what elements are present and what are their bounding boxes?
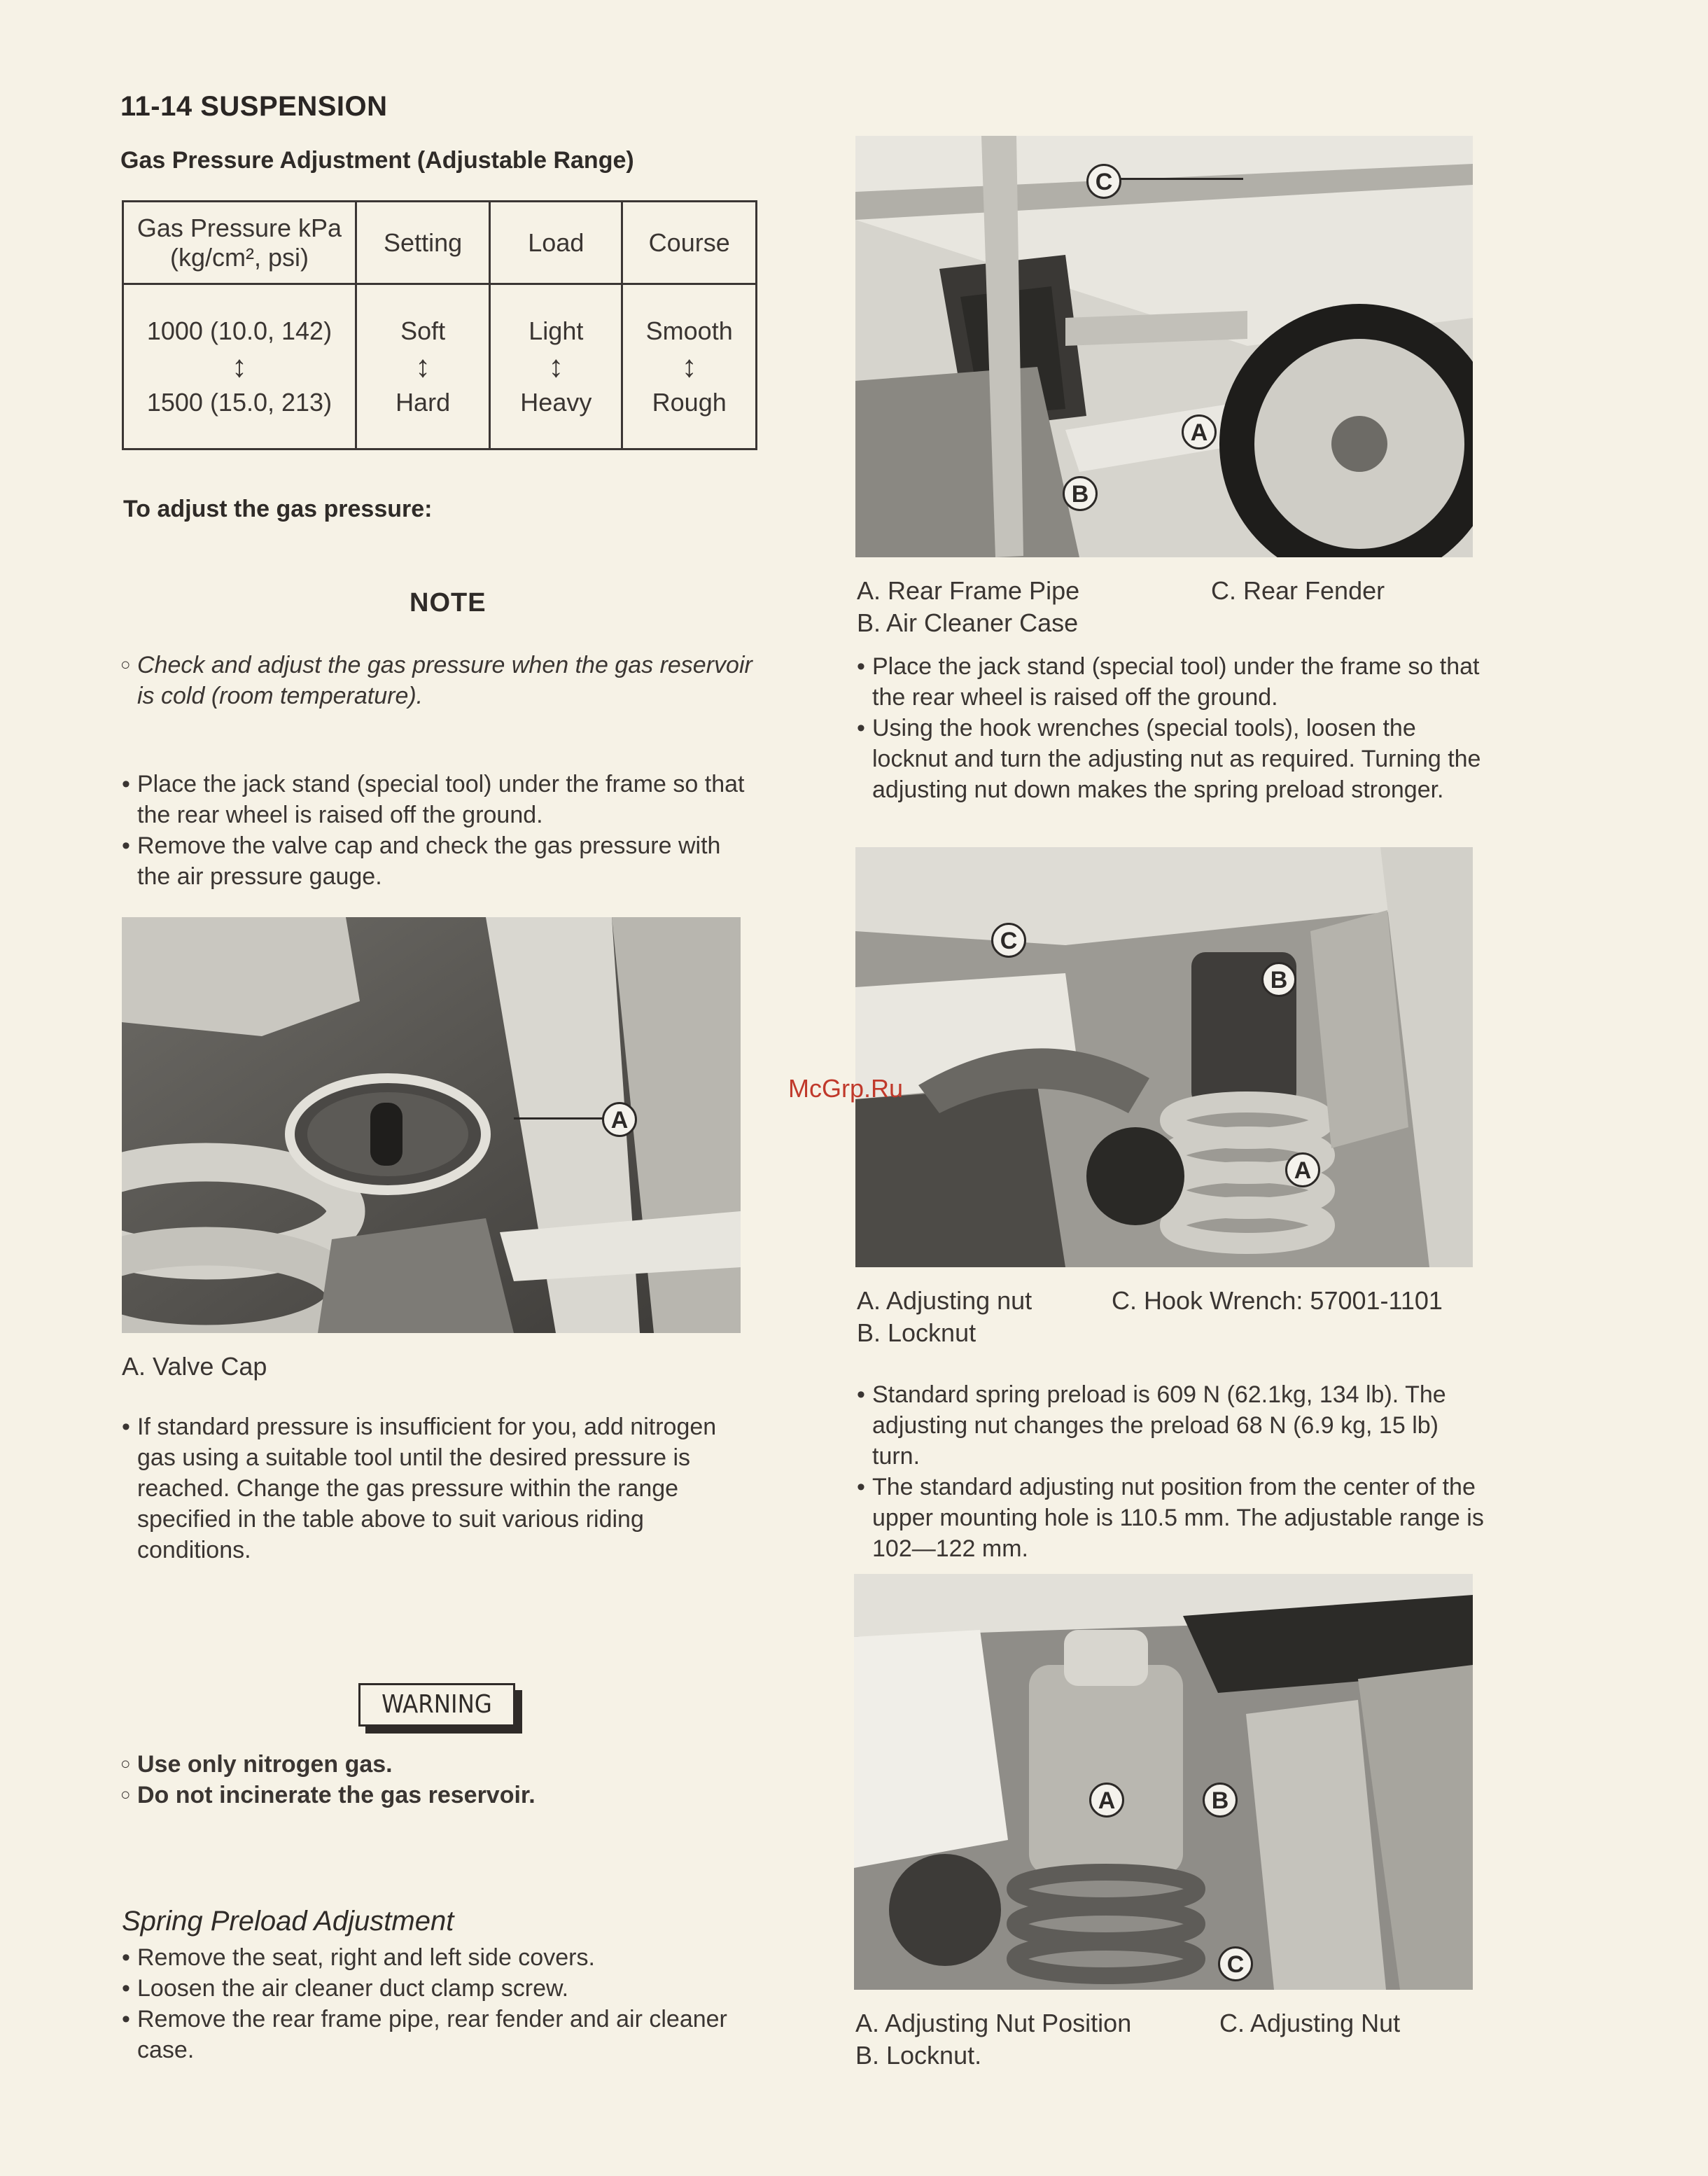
gas-bullets <box>122 769 759 892</box>
callout-a: A <box>602 1102 637 1137</box>
callout-a: A <box>1182 414 1217 449</box>
callout-a: A <box>1089 1783 1124 1818</box>
gas-pressure-table <box>122 200 757 450</box>
fig2-caption-b: B. Locknut <box>857 1318 976 1347</box>
nitrogen-bullet <box>122 1411 759 1565</box>
warning-item: ○ Do not incinerate the gas reservoir. <box>120 1780 757 1811</box>
leader-line <box>514 1117 605 1120</box>
callout-b: B <box>1203 1783 1238 1818</box>
table-header-load: Load <box>490 202 622 284</box>
fig2-caption-c: C. Hook Wrench: 57001-1101 <box>1112 1286 1443 1315</box>
double-arrow-icon: ↕ <box>231 349 247 384</box>
list-item: • If standard pressure is insufficient for you, add nitrogen gas using a suitable tool until the desired pressure is reached. Change the gas pressure within the range specified in the table above to suit various riding conditions. <box>122 1411 759 1565</box>
leader-line <box>1120 178 1243 180</box>
callout-c: C <box>1086 164 1121 199</box>
table-header-gas-pressure: Gas Pressure kPa (kg/cm², psi) <box>123 202 356 284</box>
rear-frame-photo <box>855 136 1473 557</box>
table-cell-course-range: Smooth ↕ Rough <box>622 284 757 449</box>
table-cell-load-range: Light ↕ Heavy <box>490 284 622 449</box>
note-title: NOTE <box>410 588 486 618</box>
to-adjust-heading: To adjust the gas pressure: <box>123 496 433 522</box>
spring-bullets <box>122 1942 759 2065</box>
valve-cap-caption: A. Valve Cap <box>122 1352 267 1381</box>
list-item: • The standard adjusting nut position from the center of the upper mounting hole is 110.5 mm. The adjustable range is 102—122 mm. <box>857 1472 1490 1564</box>
jack-stand-bullets <box>857 651 1490 805</box>
double-arrow-icon: ↕ <box>681 349 697 384</box>
valve-cap-photo <box>122 917 741 1333</box>
fig2-caption-a: A. Adjusting nut <box>857 1286 1032 1315</box>
list-item: • Remove the valve cap and check the gas pressure with the air pressure gauge. <box>122 830 759 892</box>
fig3-caption-a: A. Adjusting Nut Position <box>855 2009 1132 2037</box>
list-item: • Using the hook wrenches (special tools), loosen the locknut and turn the adjusting nut as required. Turning the adjusting nut down makes the spring preload stronger. <box>857 713 1490 805</box>
list-item: • Place the jack stand (special tool) under the frame so that the rear wheel is raised off the ground. <box>857 651 1490 713</box>
callout-b: B <box>1261 962 1296 997</box>
table-cell-setting-range: Soft ↕ Hard <box>356 284 489 449</box>
table-header-setting: Setting <box>356 202 489 284</box>
list-item: • Place the jack stand (special tool) under the frame so that the rear wheel is raised off the ground. <box>122 769 759 830</box>
list-item: • Remove the rear frame pipe, rear fender and air cleaner case. <box>122 2004 759 2065</box>
watermark: McGrp.Ru <box>788 1074 904 1103</box>
fig1-caption-a: A. Rear Frame Pipe <box>857 576 1080 605</box>
warning-item: ○ Use only nitrogen gas. <box>120 1749 757 1780</box>
fig3-caption-b: B. Locknut. <box>855 2041 982 2070</box>
callout-a: A <box>1285 1152 1320 1187</box>
list-item: • Remove the seat, right and left side covers. <box>122 1942 759 1973</box>
fig1-caption-b: B. Air Cleaner Case <box>857 608 1079 637</box>
double-arrow-icon: ↕ <box>548 349 564 384</box>
double-arrow-icon: ↕ <box>415 349 431 384</box>
table-cell-pressure-range: 1000 (10.0, 142) ↕ 1500 (15.0, 213) <box>123 284 356 449</box>
list-item: • Loosen the air cleaner duct clamp screw. <box>122 1973 759 2004</box>
callout-c: C <box>1218 1946 1253 1981</box>
fig1-caption-c: C. Rear Fender <box>1211 576 1385 605</box>
warning-items <box>120 1749 757 1811</box>
note-text: ○ Check and adjust the gas pressure when the gas reservoir is cold (room temperature). <box>120 650 774 711</box>
callout-c: C <box>991 923 1026 958</box>
preload-bullets <box>857 1379 1490 1564</box>
hook-wrench-photo <box>855 847 1473 1267</box>
list-item: • Standard spring preload is 609 N (62.1kg, 134 lb). The adjusting nut changes the preload 68 N (6.9 kg, 15 lb) turn. <box>857 1379 1490 1472</box>
fig3-caption-c: C. Adjusting Nut <box>1219 2009 1401 2037</box>
spring-preload-heading: Spring Preload Adjustment <box>122 1906 454 1937</box>
adjusting-nut-position-photo <box>854 1574 1473 1990</box>
table-header-course: Course <box>622 202 757 284</box>
warning-label: WARNING <box>358 1683 515 1727</box>
callout-b: B <box>1063 476 1098 511</box>
gas-pressure-heading: Gas Pressure Adjustment (Adjustable Range) <box>120 147 634 174</box>
page-title: 11-14 SUSPENSION <box>120 91 388 122</box>
